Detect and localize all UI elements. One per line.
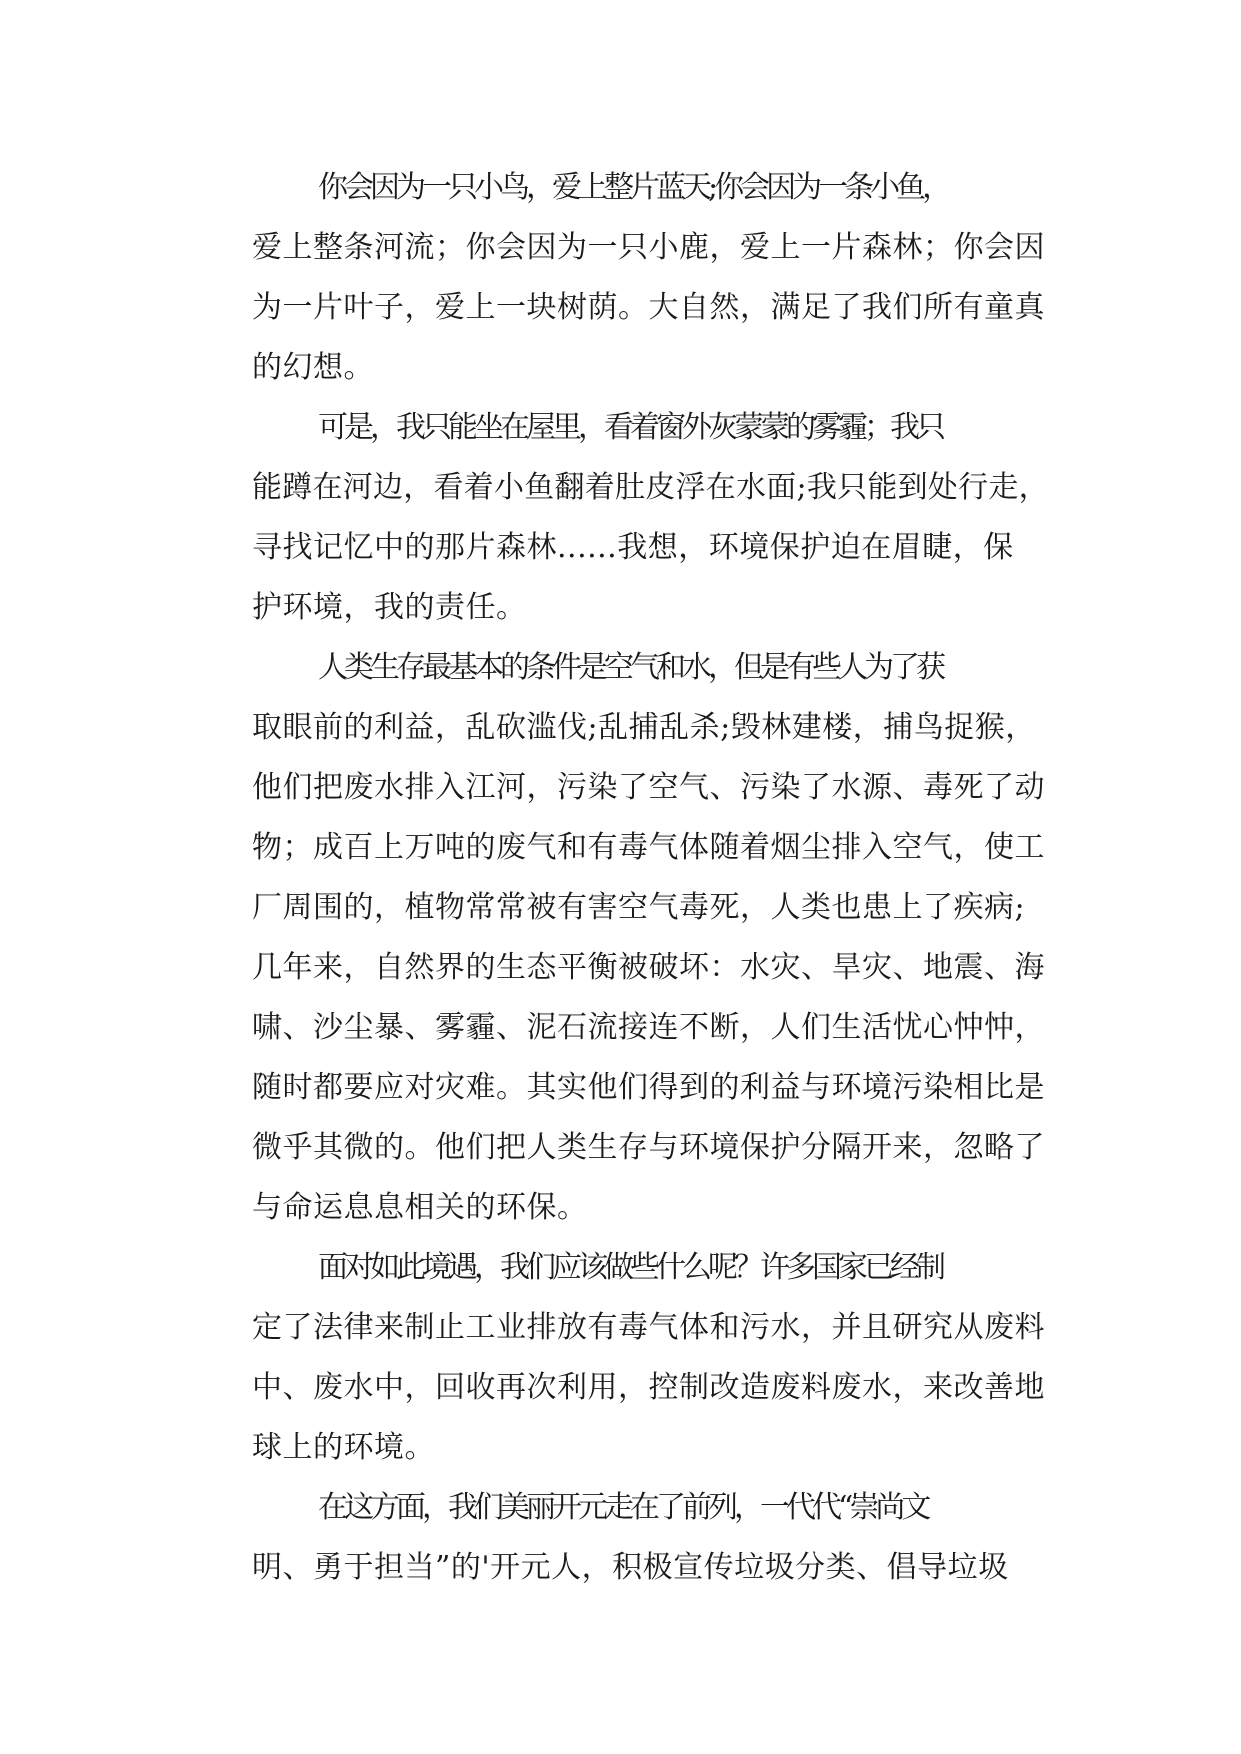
text-line: 能蹲在河边，看着小鱼翻着肚皮浮在水面;我只能到处行走，: [252, 470, 1049, 505]
text-line: 爱上整条河流；你会因为一只小鹿，爱上一片森林；你会因: [252, 230, 1045, 265]
text-line: 的幻想。: [252, 350, 374, 385]
text-line: 面对如此境遇，我们应该做些什么呢？许多国家已经制: [318, 1250, 942, 1285]
paragraph-1: [192, 158, 1052, 398]
text-line: 明、勇于担当”的'开元人，积极宣传垃圾分类、倡导垃圾: [252, 1550, 1009, 1585]
document-body: [192, 158, 1052, 1598]
text-line: 几年来，自然界的生态平衡被破坏：水灾、旱灾、地震、海: [252, 950, 1045, 985]
paragraph-5: [192, 1478, 1052, 1598]
text-line: 与命运息息相关的环保。: [252, 1190, 588, 1225]
paragraph-3: [192, 638, 1052, 1238]
text-line: 在这方面，我们美丽开元走在了前列，一代代“崇尚文: [318, 1490, 928, 1525]
text-line: 物；成百上万吨的废气和有毒气体随着烟尘排入空气，使工: [252, 830, 1045, 865]
text-line: 啸、沙尘暴、雾霾、泥石流接连不断，人们生活忧心忡忡，: [252, 1010, 1045, 1045]
text-line: 取眼前的利益，乱砍滥伐;乱捕乱杀;毁林建楼，捕鸟捉猴，: [252, 710, 1036, 745]
text-line: 球上的环境。: [252, 1430, 435, 1465]
text-line: 你会因为一只小鸟，爱上整片蓝天;你会因为一条小鱼，: [318, 170, 949, 205]
text-line: 寻找记忆中的那片森林......我想，环境保护迫在眉睫，保: [252, 530, 1014, 565]
paragraph-4: [192, 1238, 1052, 1478]
text-line: 随时都要应对灾难。其实他们得到的利益与环境污染相比是: [252, 1070, 1045, 1105]
text-line: 他们把废水排入江河，污染了空气、污染了水源、毒死了动: [252, 770, 1045, 805]
text-line: 人类生存最基本的条件是空气和水，但是有些人为了获: [318, 650, 942, 685]
text-line: 定了法律来制止工业排放有毒气体和污水，并且研究从废料: [252, 1310, 1045, 1345]
text-line: 微乎其微的。他们把人类生存与环境保护分隔开来，忽略了: [252, 1130, 1045, 1165]
text-line: 为一片叶子，爱上一块树荫。大自然，满足了我们所有童真: [252, 290, 1045, 325]
text-line: 厂周围的，植物常常被有害空气毒死，人类也患上了疾病;: [252, 890, 1026, 925]
text-line: 护环境，我的责任。: [252, 590, 527, 625]
paragraph-2: [192, 398, 1052, 638]
text-line: 中、废水中，回收再次利用，控制改造废料废水，来改善地: [252, 1370, 1045, 1405]
text-line: 可是，我只能坐在屋里，看着窗外灰蒙蒙的雾霾；我只: [318, 410, 942, 445]
